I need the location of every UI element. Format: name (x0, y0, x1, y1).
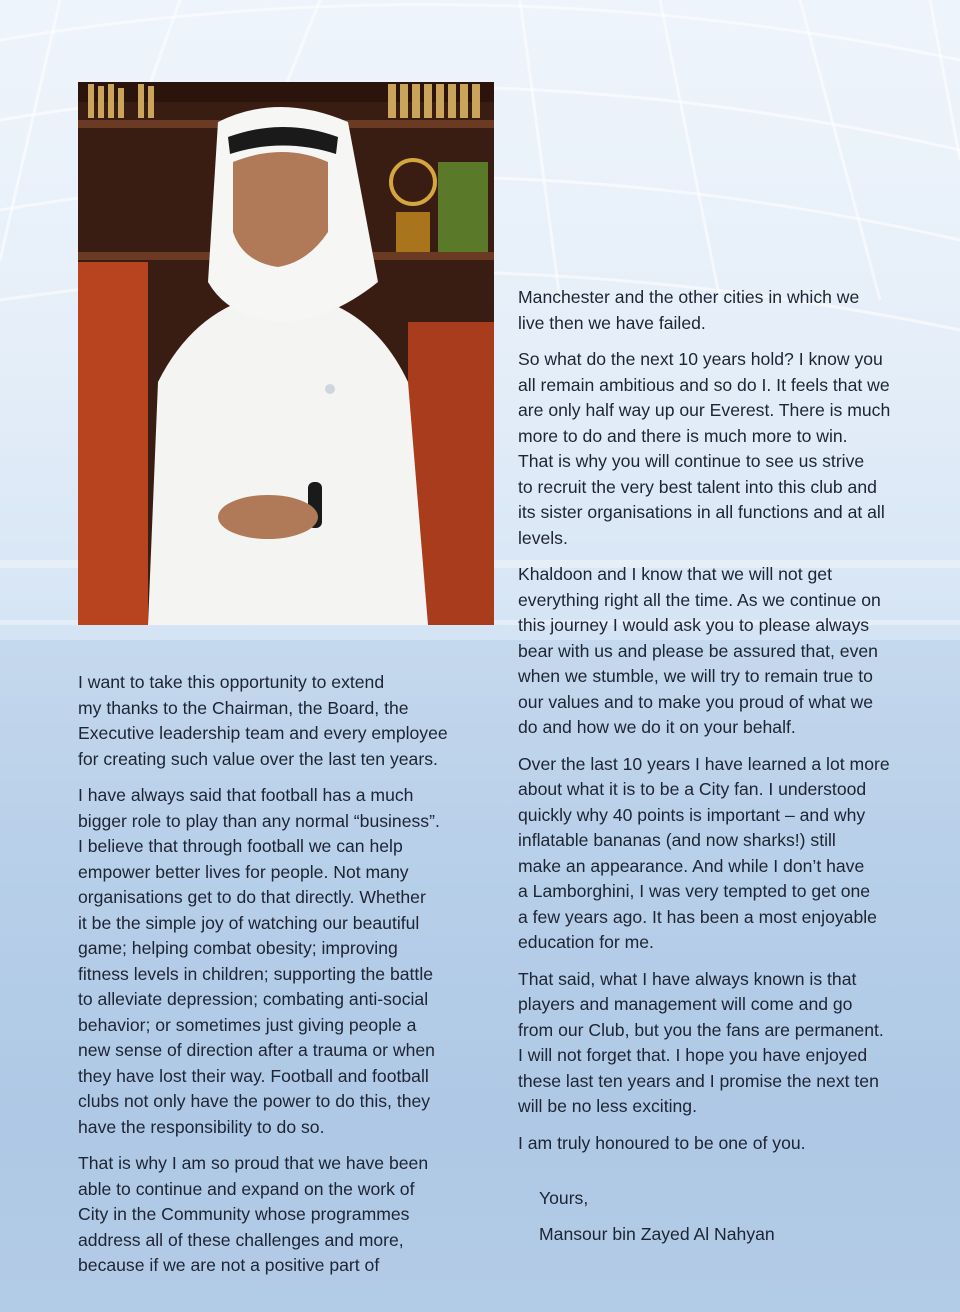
portrait-illustration (78, 82, 494, 625)
paragraph-football-role: I have always said that football has a much bigger role to play than any normal “business”. I believe that through football we can help empower better lives for people. Not many organisations get to do that directly. Whether it be the simple joy of watching our beautiful game; helping combat obesity; improving fitness levels in children; supporting the battle to alleviate depression; combating anti-social behavior; or sometimes just giving people a new sense of direction after a trauma or when they have lost their way. Football and football clubs not only have the power to do this, they have the responsibility to do so. (78, 785, 440, 1137)
letter-right-column (518, 285, 948, 1257)
paragraph-city-community: That is why I am so proud that we have been able to continue and expand on the work of City in the Community whose programmes address all of these challenges and more, because if we are not a positive part of (78, 1153, 429, 1275)
paragraph-city-fan: Over the last 10 years I have learned a lot more about what it is to be a City fan. I understood quickly why 40 points is important – and why inflatable bananas (and now sharks!) still make an appearance. And while I don’t have a Lamborghini, I was very tempted to get one a few years ago. It has been a most enjoyable education for me. (518, 753, 890, 952)
signature-name: Mansour bin Zayed Al Nahyan (539, 1223, 775, 1244)
paragraph-honoured: I am truly honoured to be one of you. (518, 1132, 806, 1153)
paragraph-khaldoon: Khaldoon and I know that we will not get everything right all the time. As we continue on this journey I would ask you to please always bear with us and please be assured that, even when we stumble, we will try to remain true to our values and to make you proud of what we do and how we do it on your behalf. (518, 564, 881, 737)
letter-left-column (78, 670, 498, 1290)
paragraph-next-ten-years: So what do the next 10 years hold? I know you all remain ambitious and so do I. It feels that we are only half way up our Everest. There is much more to do and there is much more to win. That is why you will continue to see us strive to recruit the very best talent into this club and its sister organisations in all functions and at all levels. (518, 349, 891, 548)
portrait-photo (78, 82, 494, 625)
signature-block (539, 1186, 948, 1247)
paragraph-fans-permanent: That said, what I have always known is that players and management will come and go from our Club, but you the fans are permanent. I will not forget that. I hope you have enjoyed these last ten years and I promise the next ten will be no less exciting. (518, 968, 884, 1116)
closing-text: Yours, (539, 1188, 589, 1208)
paragraph-manchester: Manchester and the other cities in which we live then we have failed. (518, 287, 860, 333)
paragraph-thanks: I want to take this opportunity to extend my thanks to the Chairman, the Board, the Executive leadership team and every employee for creating such value over the last ten years. (78, 672, 448, 769)
